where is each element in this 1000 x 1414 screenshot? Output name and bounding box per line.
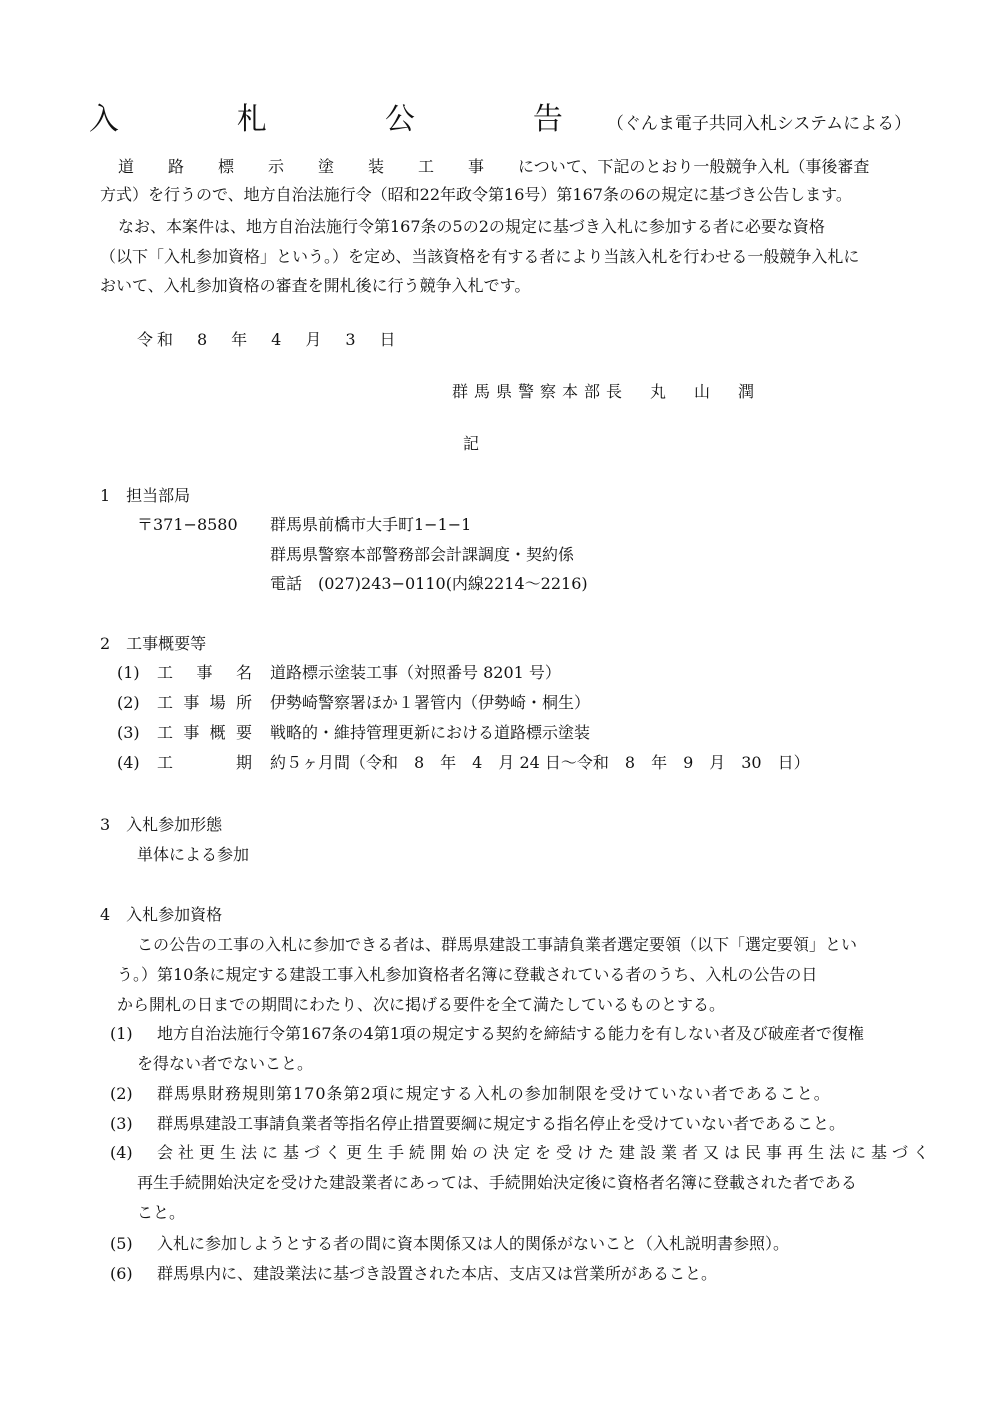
requirement-6-num: (6) [110,1264,133,1283]
intro-line-3: なお、本案件は、地方自治法施行令第167条の5の2の規定に基づき入札に参加する者に必要な資格 [118,217,825,236]
requirement-1-line-2: を得ない者でないこと。 [137,1054,314,1073]
requirement-1-line-1: 地方自治法施行令第167条の4第1項の規定する契約を締結する能力を有しない者及び破産者で復権 [157,1024,864,1043]
office-address: 群馬県前橋市大手町1−1−1 [270,515,472,534]
requirement-6-line-1: 群馬県内に、建設業法に基づき設置された本店、支店又は営業所があること。 [157,1264,718,1283]
office-department: 群馬県警察本部警務部会計課調度・契約係 [270,545,575,564]
section-3-heading: 3 入札参加形態 [100,815,223,834]
requirement-4-num: (4) [110,1143,133,1162]
overview-item-2-key: 工事場所 [157,693,252,712]
section-4-heading: 4 入札参加資格 [100,905,223,924]
intro-line-1-rest: について、下記のとおり一般競争入札（事後審査 [518,157,870,176]
notice-issuer: 群馬県警察本部長 丸 山 潤 [452,382,761,401]
requirement-3-line-1: 群馬県建設工事請負業者等指名停止措置要綱に規定する指名停止を受けていない者であること。 [157,1114,846,1133]
overview-item-3-num: (3) [117,723,140,742]
section-1-heading: 1 担当部局 [100,486,191,505]
notice-title [0,94,1000,138]
overview-item-3-value: 戦略的・維持管理更新における道路標示塗装 [270,723,591,742]
requirement-2-num: (2) [110,1084,133,1103]
overview-item-1-value: 道路標示塗装工事（対照番号 8201 号） [270,663,561,682]
participation-form: 単体による参加 [137,845,250,864]
intro-line-5: おいて、入札参加資格の審査を開札後に行う競争入札です。 [100,276,531,295]
overview-item-1-key: 工事名 [157,663,252,682]
overview-item-1-num: (1) [117,663,140,682]
eligibility-intro-3: から開札の日までの期間にわたり、次に掲げる要件を全て満たしているものとする。 [117,995,726,1014]
office-phone: 電話 (027)243−0110(内線2214～2216) [270,574,588,593]
overview-item-4-num: (4) [117,753,140,772]
requirement-4-line-2: 再生手続開始決定を受けた建設業者にあっては、手続開始決定後に資格者名簿に登載された者である [137,1173,857,1192]
title-note: （ぐんま電子共同入札システムによる） [606,114,912,134]
ki-marker: 記 [463,434,480,453]
title-main: 入 札 公 告 [88,102,607,137]
notice-date: 令和 8 年 4 月 3 日 [137,330,400,349]
requirement-2-line-1: 群馬県財務規則第170条第2項に規定する入札の参加制限を受けていない者であること。 [157,1084,831,1103]
requirement-5-num: (5) [110,1234,133,1253]
intro-line-4: （以下「入札参加資格」という。）を定め、当該資格を有する者により当該入札を行わせる一般競争入札に [100,247,860,266]
requirement-3-num: (3) [110,1114,133,1133]
overview-item-3-key: 工事概要 [157,723,252,742]
overview-item-4-value: 約５ヶ月間（令和 8 年 4 月 24 日～令和 8 年 9 月 30 日） [270,753,810,772]
requirement-4-line-1: 会社更生法に基づく更生手続開始の決定を受けた建設業者又は民事再生法に基づく [157,1143,935,1162]
postal-code: 〒371−8580 [137,515,238,534]
project-name: 道路標示塗装工事 [118,157,519,176]
requirement-4-line-3: こと。 [137,1203,186,1222]
section-2-heading: 2 工事概要等 [100,634,207,653]
requirement-1-num: (1) [110,1024,133,1043]
eligibility-intro-1: この公告の工事の入札に参加できる者は、群馬県建設工事請負業者選定要領（以下「選定要領」とい [137,935,858,954]
eligibility-intro-2: う。）第10条に規定する建設工事入札参加資格者名簿に登載されている者のうち、入札の公告の日 [117,965,818,984]
overview-item-2-value: 伊勢崎警察署ほか１署管内（伊勢崎・桐生） [270,693,591,712]
intro-line-1 [118,157,869,177]
overview-item-4-key: 工期 [157,753,252,772]
overview-item-2-num: (2) [117,693,140,712]
requirement-5-line-1: 入札に参加しようとする者の間に資本関係又は人的関係がないこと（入札説明書参照）。 [157,1234,790,1253]
intro-line-2: 方式）を行うので、地方自治法施行令（昭和22年政令第16号）第167条の6の規定に基づき公告します。 [100,185,852,204]
